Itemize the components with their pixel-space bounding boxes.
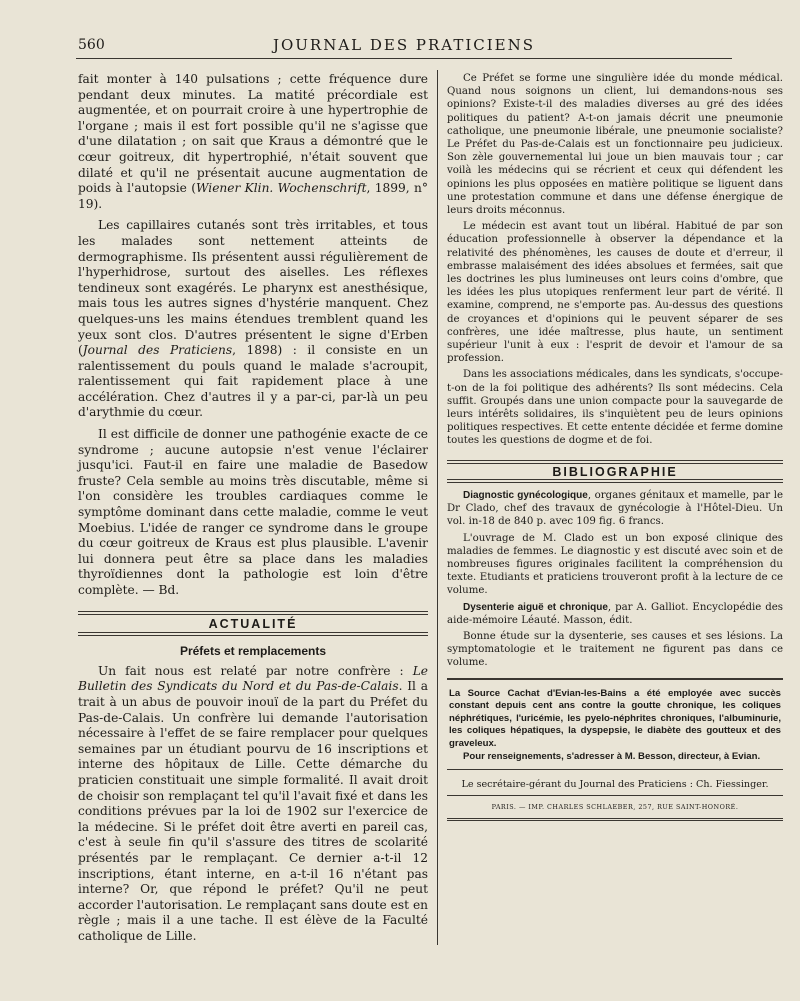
section-header <box>447 460 783 483</box>
text: fait monter à 140 pulsations ; cette fréquence dure pendant deux minutes. La matité précordiale est augmentée, et on pourrait croire à une hypertrophie de l'organe ; mais il est fort possible qu'il ne s'agisse que d'une dilatation ; on sait que Kraus a démontré que le cœur goitreux, dit hypertrophié, n'était souvent que dilaté et qu'il ne présentait aucune augmentation de poids à l'autopsie ( <box>78 72 428 196</box>
paragraph <box>78 218 428 421</box>
paragraph <box>78 664 428 945</box>
citation: Journal des Praticiens <box>82 343 233 358</box>
text: Un fait nous est relaté par notre confrère : <box>98 663 413 678</box>
text: , 1899, n° 19). <box>78 181 428 211</box>
advertisement <box>447 678 783 771</box>
bib-title: Diagnostic gynécologique <box>463 489 588 501</box>
text: , organes génitaux et mamelle, par le Dr Clado, chef des travaux de gynécologie à l'Hôtel-Dieu. Un vol. in-18 de 840 p. avec 109 fig. 6 francs. <box>447 489 783 528</box>
left-column <box>78 72 428 950</box>
paragraph: Le médecin est avant tout un libéral. Habitué de par son éducation professionnelle à observer la dépendance et la relativité des phénomènes, les causes de doute et d'erreur, il embrasse malaisément des idées absolues et fermées, sait que les doctrines les plus lumineuses ont leurs coins d'ombre, que les idées les plus utopiques renferment leur part de vérité. Il examine, comprend, ne s'emporte pas. Au-dessus des questions de croyances et d'opinions qui le peuvent séparer de ses confrères, une idée maîtresse, plus haute, un sentiment supérieur l'unit à eux : l'esprit de devoir et l'amour de sa profession. <box>447 221 783 365</box>
bibliography-review: Bonne étude sur la dysenterie, ses causes et ses lésions. La symptomatologie et le traitement ne figurent pas dans ce volume. <box>447 630 783 669</box>
bibliography-review: L'ouvrage de M. Clado est un bon exposé clinique des maladies de femmes. Le diagnostic y est discuté avec soin et de nombreuses figures originales facilitent la compréhension du texte. Etudiants et praticiens trouveront profit à la lecture de ce volume. <box>447 532 783 597</box>
bib-title: Dysenterie aiguë et chronique <box>463 601 608 613</box>
section-header <box>78 611 428 637</box>
article-subtitle: Préfets et remplacements <box>179 644 327 659</box>
right-column <box>447 72 783 821</box>
editor-credit: Le secrétaire-gérant du Journal des Praticiens : Ch. Fiessinger. <box>447 778 783 796</box>
running-header <box>76 36 732 59</box>
text: Les capillaires cutanés sont très irritables, et tous les malades sont nettement atteints de dermographisme. Ils présentent aussi régulièrement de l'hyperhidrose, surtout des aiselles. Les réflexes tendineux sont exagérés. Le pharynx est anesthésique, mais tous les autres signes d'hystérie manquent. Chez quelques-uns les mains étendues tremblent quand les yeux sont clos. D'autres présentent le signe d'Erben ( <box>78 218 428 358</box>
section-title-actualite: ACTUALITÉ <box>208 616 298 631</box>
text: . Il a trait à un abus de pouvoir inouï de la part du Préfet du Pas-de-Calais. Un confrère lui demande l'autorisation nécessaire à l'effet de se faire remplacer pour quelques semaines par un étudiant pourvu de 16 inscriptions et interne des hôpitaux de Lille. Cette démarche du praticien constituait une simple formalité. Il avait droit de choisir son remplaçant tel qu'il l'avait fixé et dans les conditions prévues par la loi de 1902 sur l'exercice de la médecine. Si le préfet doit être averti en pareil cas, c'est à seule fin qu'il s'assure des titres de scolarité présentés par le remplaçant. Ce dernier a-t-il 12 inscriptions, étant interne, en a-t-il 16 n'étant pas interne? Or, que répond le préfet? Qu'il ne peut accorder l'autorisation. Le remplaçant sans doute est en règle ; mais il a une tache. Il est élève de la Faculté catholique de Lille. <box>78 679 428 943</box>
paragraph: Il est difficile de donner une pathogénie exacte de ce syndrome ; aucune autopsie n'est venue l'éclairer jusqu'ici. Faut-il en faire une maladie de Basedow fruste? Cela semble au moins très discutable, même si l'on considère les troubles cardiaques comme le symptôme dominant dans cette maladie, comme le veut Moebius. L'idée de ranger ce syndrome dans le groupe du cœur goitreux de Kraus est plus plausible. L'avenir lui donnera peut être sa place dans les maladies thyroïdiennes dont la pathologie est loin d'être complète. — Bd. <box>78 427 428 597</box>
citation: Le Bulletin des Syndicats du Nord et du Pas-de-Calais <box>78 663 428 694</box>
section-title-bibliographie: BIBLIOGRAPHIE <box>552 464 678 479</box>
bibliography-entry <box>447 489 783 529</box>
paragraph: Ce Préfet se forme une singulière idée du monde médical. Quand nous soignons un client, lui demandons-nous ses opinions? Existe-t-il des maladies diverses au gré des idées politiques du patient? A-t-on jamais décrit une pneumonie catholique, une pneumonie libérale, une pneumonie socialiste? Le Préfet du Pas-de-Calais est un fonctionnaire peu judicieux. Son zèle gouvernemental lui joue un bien mauvais tour ; car voilà les médecins qui se récrient et ceux qui défendent les opinions les plus opposées en matière politique se liguent dans une protestation commune et dans une défense énergique de leurs droits méconnus. <box>447 73 783 217</box>
printer-imprint: PARIS. — IMP. CHARLES SCHLAEBER, 257, RUE SAINT-HONORÉ. <box>447 801 783 820</box>
ad-contact: Pour renseignements, s'adresser à M. Besson, directeur, à Evian. <box>463 750 761 762</box>
text: , 1898) : il consiste en un ralentissement du pouls quand le malade s'acroupit, ralentissement qui fait rapidement place à une accélération. Chez d'autres il y a par-ci, par-là un peu d'arythmie du cœur. <box>78 343 428 420</box>
paragraph <box>78 72 428 212</box>
citation: Wiener Klin. Wochenschrift <box>196 181 367 196</box>
paragraph: Dans les associations médicales, dans les syndicats, s'occupe-t-on de la foi politique des adhérents? Ils sont médecins. Cela suffit. Groupés dans une union compacte pour la sauvegarde de leurs intérêts solidaires, ils s'inquiètent peu de leurs opinions politiques respectives. Et cette entente décidée et ferme domine toutes les questions de dogme et de foi. <box>447 369 783 447</box>
text: , par A. Galliot. Encyclopédie des aide-mémoire Léauté. Masson, édit. <box>447 601 783 626</box>
ad-text: La Source Cachat d'Evian-les-Bains a été employée avec succès constant depuis cent ans contre la goutte chronique, les coliques néphrétiques, l'uricémie, les pyelo-néphrites chroniques, l'albuminurie, les coliques hépatiques, la dyspepsie, le diabète des goutteux et des graveleux. <box>449 687 781 749</box>
journal-title: JOURNAL DES PRATICIENS <box>272 36 536 54</box>
bibliography-entry <box>447 601 783 627</box>
page-number: 560 <box>78 37 105 53</box>
column-divider <box>437 70 438 945</box>
